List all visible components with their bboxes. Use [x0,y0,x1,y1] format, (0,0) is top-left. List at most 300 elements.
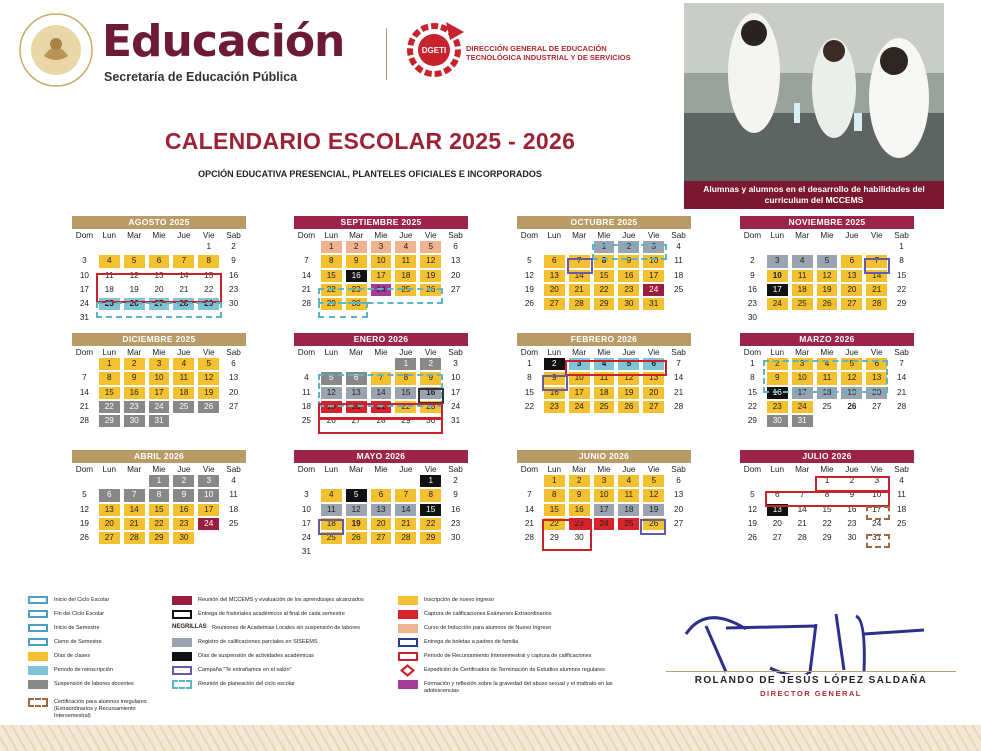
legend-swatch [28,666,48,675]
dashed-brown-box [28,698,48,707]
page-title: CALENDARIO ESCOLAR 2025 - 2026 [164,128,576,154]
day-cell: 31 [79,313,89,323]
weekday-label: Jue [399,348,413,357]
day-cell: 22 [420,518,441,530]
legend-label: Captura de calificaciones Exámenes Extraordinarios [424,611,552,617]
day-cell: 15 [395,387,416,399]
month-title: MARZO 2026 [740,333,914,346]
day-cell: 4 [676,242,681,251]
day-cell: 4 [792,255,813,267]
empty-cell [517,240,542,254]
day-cell: 28 [897,401,907,411]
recursamiento-marker-6 [815,476,890,492]
day-cell: 14 [524,504,534,514]
day-cell: 8 [527,373,532,383]
day-cell: 5 [124,255,145,267]
day-cell: 30 [124,415,145,427]
day-cell: 4 [321,489,342,501]
day-cell: 7 [395,489,416,501]
day-cell: 27 [643,401,664,413]
empty-cell [839,240,864,254]
day-cell: 16 [767,387,788,399]
weekday-label: Sab [226,465,241,474]
day-cell: 27 [772,533,782,543]
day-cell: 25 [792,298,813,310]
weekday-label: Mie [597,465,611,474]
weekday-label: Jue [177,465,191,474]
day-cell: 16 [451,504,461,514]
day-cell: 1 [206,242,211,251]
day-cell: 3 [149,358,170,370]
legend-label: Registro de calificaciones parciales en SISEEMS [198,639,318,645]
day-cell: 24 [301,533,311,543]
month-title: ENERO 2026 [294,333,468,346]
day-cell: 22 [544,518,565,530]
weekday-label: Mar [349,465,364,474]
planning-marker-2 [318,302,368,318]
empty-cell [815,240,840,254]
day-cell: 23 [544,401,565,413]
day-cell: 24 [149,401,170,413]
weekday-label: Lun [770,348,785,357]
purple-box [172,666,192,675]
weekday-header [294,348,468,357]
day-cell: 25 [229,518,239,528]
day-cell: 5 [346,489,367,501]
day-grid [72,357,246,428]
day-cell: 5 [420,241,441,253]
weekday-label: Mie [597,231,611,240]
day-cell: 10 [198,489,219,501]
day-cell: 5 [841,358,862,370]
day-cell: 7 [569,255,590,267]
day-cell: 11 [105,270,114,280]
month-title: DICIEMBRE 2025 [72,333,246,346]
empty-cell [369,474,394,488]
day-cell: 30 [574,533,584,543]
month-mayo [294,450,468,560]
day-cell: 24 [767,298,788,310]
day-cell: 8 [99,372,120,384]
day-cell: 17 [643,270,664,282]
planning-marker-5 [763,360,888,393]
day-cell: 10 [767,270,788,282]
day-cell: 19 [321,401,342,413]
weekday-label: Sab [448,348,463,357]
day-cell: 27 [872,401,882,411]
diamond-icon [400,664,415,677]
empty-cell [864,240,889,254]
day-cell: 11 [618,489,639,501]
day-cell: 24 [792,401,813,413]
weekday-label: Mar [795,465,810,474]
day-cell: 12 [643,489,664,501]
weekday-label: Mie [820,231,834,240]
weekday-label: Mar [572,465,587,474]
weekday-label: Lun [324,465,339,474]
weekday-label: Lun [770,231,785,240]
day-cell: 29 [420,532,441,544]
day-cell: 6 [231,359,236,368]
day-cell: 5 [82,490,87,500]
empty-cell [72,240,97,254]
weekday-label: Jue [622,465,636,474]
day-cell: 8 [420,489,441,501]
day-cell: 7 [676,359,681,368]
day-cell: 17 [371,270,392,282]
day-cell: 24 [594,518,615,530]
day-cell: 15 [204,270,214,280]
day-cell: 13 [643,372,664,384]
day-cell: 21 [301,284,311,294]
day-cell: 23 [346,284,367,296]
weekday-label: Jue [622,348,636,357]
day-cell: 25 [897,518,907,528]
empty-cell [542,240,567,254]
day-cell: 1 [420,475,441,487]
weekday-label: Sab [671,348,686,357]
day-cell: 28 [376,416,386,426]
weekday-label: Mie [374,231,388,240]
day-cell: 24 [643,284,664,296]
day-cell: 22 [822,518,832,528]
weekday-label: Sab [894,231,909,240]
day-cell: 26 [643,518,664,530]
day-cell: 10 [451,373,461,383]
day-cell: 20 [772,518,782,528]
weekday-label: Vie [870,231,883,240]
legend-swatch [398,624,418,633]
day-cell: 14 [179,270,189,280]
day-cell: 29 [594,298,615,310]
day-cell: 13 [544,270,565,282]
day-cell: 30 [173,532,194,544]
day-cell: 10 [569,372,590,384]
day-cell: 11 [792,270,813,282]
day-cell: 12 [817,270,838,282]
day-cell: 13 [229,373,239,383]
day-cell: 16 [173,504,194,516]
day-cell: 4 [899,476,904,485]
day-cell: 2 [750,256,755,266]
weekday-label: Sab [226,231,241,240]
day-cell: 4 [395,241,416,253]
day-cell: 7 [82,373,87,383]
day-cell: 30 [747,313,757,323]
day-cell: 5 [321,372,342,384]
day-cell: 1 [321,241,342,253]
legend-label: Periodo de Recursamiento Intersemestral y captura de calificaciones [424,653,592,659]
day-cell: 11 [302,387,311,397]
day-cell: 22 [149,518,170,530]
day-cell: 31 [149,415,170,427]
day-cell: 3 [304,490,309,500]
day-cell: 26 [326,416,336,426]
day-cell: 15 [99,387,120,399]
day-cell: 10 [301,504,311,514]
empty-cell [393,474,418,488]
day-cell: 20 [229,387,239,397]
month-title: JUNIO 2026 [517,450,691,463]
day-cell: 18 [301,401,311,411]
navy-box [398,638,418,647]
day-cell: 12 [321,387,342,399]
day-cell: 7 [173,255,194,267]
day-cell: 19 [747,518,757,528]
weekday-header [740,231,914,240]
day-cell: 21 [79,401,89,411]
empty-cell [294,474,319,488]
day-cell: 20 [643,387,664,399]
empty-cell [97,474,122,488]
weekday-header [517,348,691,357]
day-grid [72,474,246,545]
day-cell: 28 [395,532,416,544]
weekday-label: Jue [845,231,859,240]
day-cell: 2 [231,242,236,251]
day-cell: 25 [395,284,416,296]
campaign-marker-5 [640,519,666,535]
day-cell: 27 [351,416,361,426]
day-cell: 20 [544,284,565,296]
dgeti-logo-text: DGETI [421,46,447,55]
recursamiento-marker-4 [565,360,667,376]
day-cell: 23 [420,401,441,413]
day-cell: 30 [346,298,367,310]
day-cell: 31 [301,547,311,557]
weekday-label: Vie [647,348,660,357]
day-cell: 2 [569,475,590,487]
weekday-label: Mar [127,465,142,474]
day-cell: 17 [301,518,311,528]
day-cell: 27 [371,532,392,544]
day-cell: 27 [229,401,239,411]
day-cell: 10 [79,270,89,280]
weekday-label: Jue [399,231,413,240]
day-cell: 7 [899,359,904,368]
day-cell: 30 [426,416,436,426]
day-cell: 19 [79,518,89,528]
day-cell: 4 [594,358,615,370]
day-cell: 6 [371,489,392,501]
day-cell: 21 [371,401,392,413]
day-cell: 5 [618,358,639,370]
day-cell: 11 [817,372,838,384]
weekday-label: Dom [743,465,762,474]
day-cell: 27 [149,298,170,310]
weekday-label: Dom [297,231,316,240]
day-cell: 9 [346,255,367,267]
month-title: AGOSTO 2025 [72,216,246,229]
weekday-label: Mie [374,348,388,357]
day-cell: 22 [99,401,120,413]
day-cell: 31 [872,533,882,543]
day-cell: 12 [79,504,89,514]
day-cell: 2 [849,476,855,485]
weekday-label: Dom [297,465,316,474]
day-cell: 1 [750,359,755,368]
day-cell: 14 [301,270,311,280]
legend-label: Días de clases [54,653,91,659]
signature-line [666,671,956,672]
legend-label: Inicio de Semestre [54,625,100,631]
weekday-header [72,348,246,357]
day-cell: 9 [420,372,441,384]
photo-caption: Alumnas y alumnos en el desarrollo de habilidades del curriculum del MCCEMS [684,181,944,209]
day-cell: 18 [817,387,838,399]
day-cell: 20 [99,518,120,530]
weekday-label: Mar [127,231,142,240]
day-cell: 1 [544,475,565,487]
empty-cell [122,474,147,488]
legend-swatch [398,610,418,619]
day-cell: 25 [173,401,194,413]
day-cell: 16 [124,387,145,399]
weekday-label: Dom [520,348,539,357]
legend-swatch [28,680,48,689]
weekday-label: Lun [547,348,562,357]
day-cell: 5 [750,490,755,500]
day-cell: 28 [524,533,534,543]
day-cell: 7 [124,489,145,501]
day-cell: 25 [99,298,120,310]
signature-image [666,604,956,674]
weekday-label: Sab [671,231,686,240]
legend-label: Campaña "Te extrañamos en el salón" [198,667,292,673]
empty-cell [765,240,790,254]
campaign-marker-2 [864,258,890,274]
weekday-label: Vie [202,465,215,474]
day-cell: 8 [321,255,342,267]
month-title: NOVIEMBRE 2025 [740,216,914,229]
empty-cell [344,357,369,371]
day-cell: 18 [897,504,907,514]
planning-marker-3 [592,244,667,260]
day-cell: 25 [618,518,639,530]
day-cell: 19 [524,284,534,294]
day-cell: 24 [198,518,219,530]
weekday-label: Mie [820,465,834,474]
day-cell: 21 [897,387,907,397]
day-cell: 12 [747,504,757,514]
day-cell: 26 [524,299,534,309]
legend-label: Curso de Inducción para alumnos de Nuevo Ingreso [424,625,552,631]
weekday-label: Mar [572,231,587,240]
empty-cell [294,357,319,371]
day-cell: 13 [371,504,392,516]
arrow-up-icon [28,596,48,604]
day-cell: 3 [792,358,813,370]
weekday-label: Sab [894,465,909,474]
campaign-marker-3 [542,375,568,391]
legend-label: Expedición de Certificados de Terminación de Estudios alumnos regulares [424,667,605,673]
day-cell: 13 [767,504,788,516]
day-grid [740,240,914,326]
weekday-header [740,348,914,357]
day-cell: 30 [767,415,788,427]
day-cell: 8 [750,373,755,383]
weekday-label: Vie [870,465,883,474]
day-cell: 25 [321,532,342,544]
day-cell: 28 [569,298,590,310]
day-cell: 6 [866,358,887,370]
legend-label: Formación y reflexión sobre la gravedad del abuso sexual y el maltrato en las adolescencias [424,681,613,694]
day-cell: 7 [304,256,309,266]
legend-label: Entrega de historiales académicos al final de cada semestre [198,611,345,617]
day-cell: 14 [674,373,684,383]
arrow-down-icon [28,610,48,618]
dgeti-name [466,44,666,62]
day-cell: 9 [124,372,145,384]
certification-marker-2 [866,534,890,548]
day-cell: 19 [346,518,367,530]
recursamiento-marker-5 [542,519,592,551]
legend-swatch [172,596,192,605]
empty-cell [740,474,765,488]
weekday-label: Dom [75,465,94,474]
day-cell: 4 [618,475,639,487]
day-cell: 2 [544,358,565,370]
day-cell: 6 [149,255,170,267]
month-octubre [517,216,691,311]
day-cell: 6 [99,489,120,501]
day-cell: 17 [149,387,170,399]
day-cell: 22 [897,284,907,294]
day-cell: 13 [154,270,164,280]
day-cell: 3 [569,358,590,370]
day-cell: 25 [822,401,832,411]
day-cell: 12 [420,255,441,267]
legend-swatch [172,652,192,661]
day-cell: 1 [594,241,615,253]
day-cell: 11 [594,372,615,384]
arrow-left-icon [28,638,48,646]
day-cell: 21 [797,518,807,528]
day-cell: 21 [569,284,590,296]
day-cell: 12 [346,504,367,516]
weekday-label: Mar [795,348,810,357]
day-cell: 17 [872,504,882,514]
day-cell: 21 [524,518,534,528]
day-cell: 19 [420,270,441,282]
day-cell: 23 [569,518,590,530]
month-title: MAYO 2026 [294,450,468,463]
day-cell: 20 [866,387,887,399]
weekday-label: Lun [324,231,339,240]
weekday-label: Sab [894,348,909,357]
day-cell: 7 [527,490,532,500]
day-cell: 15 [897,270,907,280]
day-cell: 29 [198,298,219,310]
day-cell: 20 [346,401,367,413]
day-cell: 7 [799,490,805,500]
month-title: ABRIL 2026 [72,450,246,463]
day-cell: 8 [899,256,904,266]
day-cell: 20 [154,284,164,294]
day-cell: 3 [767,255,788,267]
day-cell: 2 [173,475,194,487]
day-cell: 17 [594,504,615,516]
day-cell: 26 [124,298,145,310]
weekday-label: Lun [547,465,562,474]
weekday-label: Lun [102,231,117,240]
weekday-label: Jue [845,348,859,357]
day-cell: 4 [173,358,194,370]
day-cell: 31 [643,298,664,310]
day-cell: 21 [395,518,416,530]
day-cell: 3 [643,241,664,253]
day-cell: 16 [229,270,239,280]
